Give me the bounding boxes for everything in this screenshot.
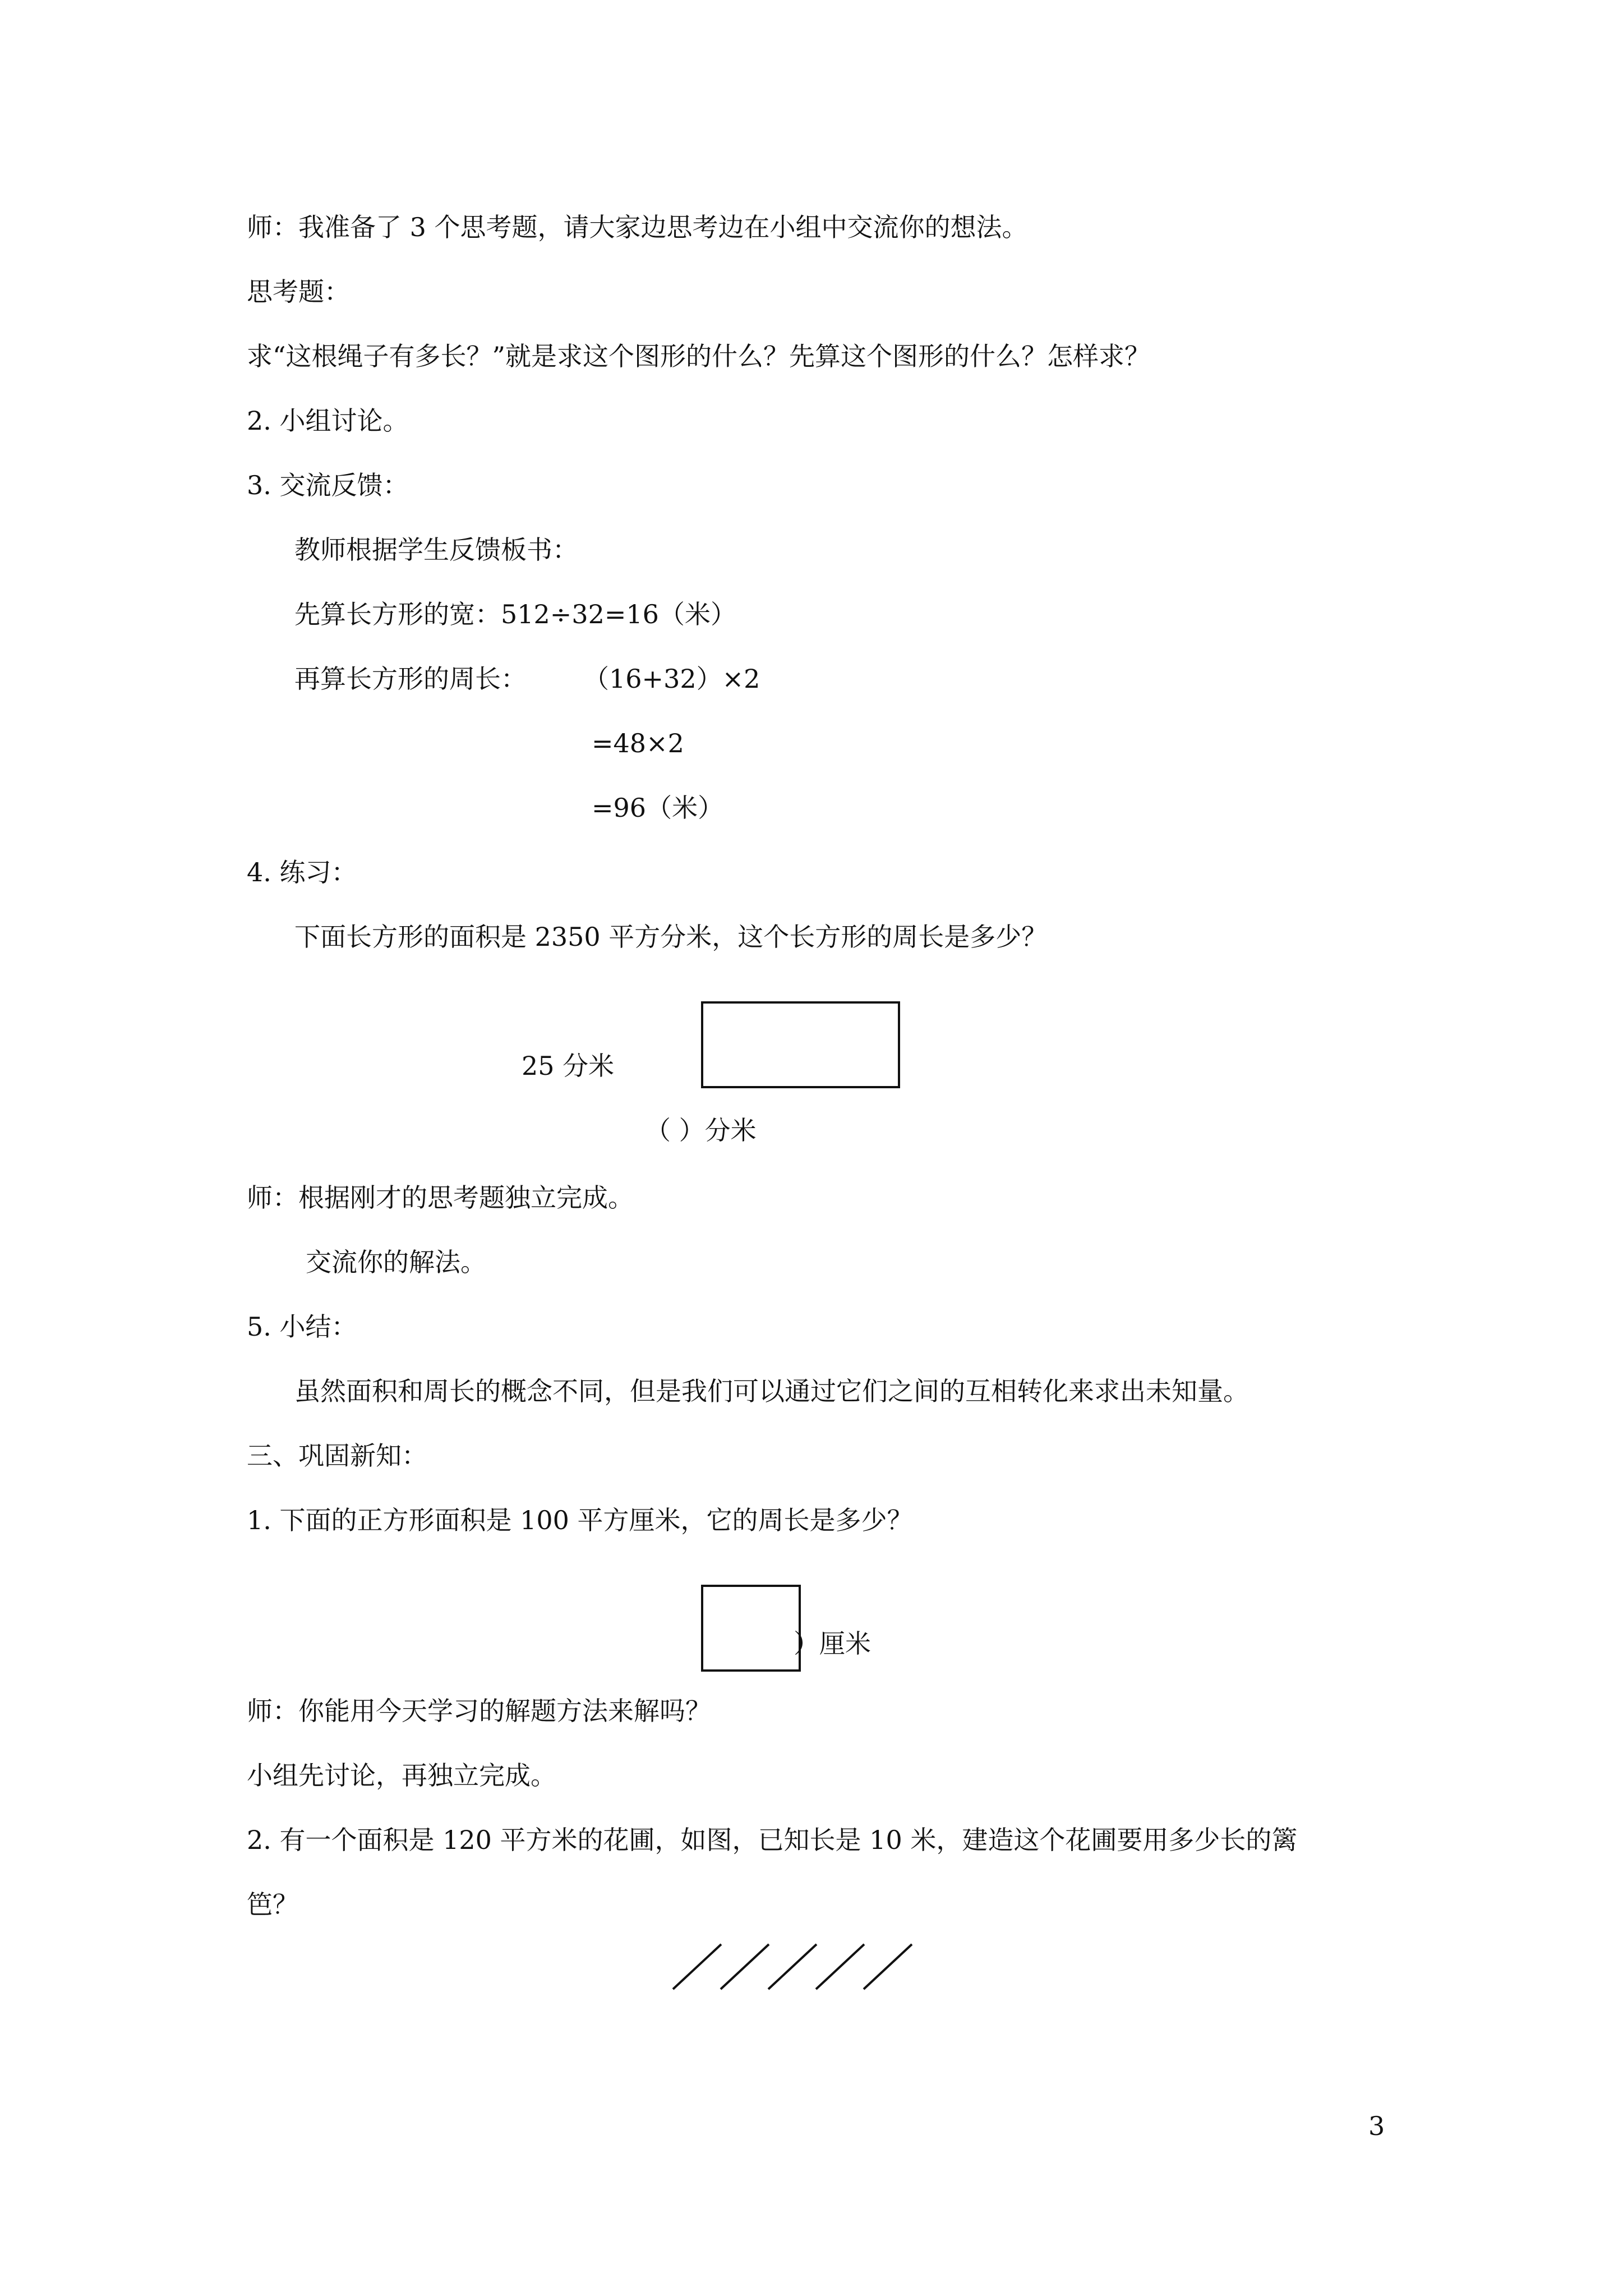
hatch-line <box>864 1944 912 1989</box>
hatch-line <box>721 1944 769 1989</box>
hatch-line <box>816 1944 864 1989</box>
text-line: 3. 交流反馈： <box>247 470 409 500</box>
figure-bottom-label: （ ）分米 <box>645 1115 757 1145</box>
text-line: 教师根据学生反馈板书： <box>294 535 578 565</box>
text-line: 交流你的解法。 <box>306 1247 486 1277</box>
text-line: 再算长方形的周长： <box>294 664 527 694</box>
text-line: 2. 有一个面积是 120 平方米的花圃，如图，已知长是 10 米，建造这个花圃要用多少长的篱 <box>247 1825 1298 1855</box>
text-line: 求“这根绳子有多长？”就是求这个图形的什么？先算这个图形的什么？怎样求？ <box>247 341 1151 371</box>
text-line: 2. 小组讨论。 <box>247 406 409 436</box>
fence-hatch-figure <box>673 1941 920 1991</box>
text-line: 5. 小结： <box>247 1312 357 1342</box>
text-line: 笆？ <box>247 1889 298 1920</box>
section-heading: 三、巩固新知： <box>247 1441 427 1471</box>
formula: =48×2 <box>592 728 684 758</box>
text-line: 下面长方形的面积是 2350 平方分米，这个长方形的周长是多少？ <box>294 922 1048 952</box>
text-line: 1. 下面的正方形面积是 100 平方厘米，它的周长是多少？ <box>247 1505 913 1535</box>
text-line: 小组先讨论，再独立完成。 <box>247 1760 556 1791</box>
text-line: 师：根据刚才的思考题独立完成。 <box>247 1182 634 1213</box>
figure-side-label: 25 分米 <box>522 1051 615 1081</box>
figure-label: ）厘米 <box>794 1628 871 1659</box>
formula: （16+32）×2 <box>583 664 760 694</box>
square-figure <box>701 1585 801 1672</box>
text-line: 师：你能用今天学习的解题方法来解吗？ <box>247 1696 711 1726</box>
hatch-line <box>768 1944 817 1989</box>
text-line: 思考题： <box>247 277 350 307</box>
formula: =96（米） <box>592 793 724 823</box>
text-line: 师：我准备了 3 个思考题，请大家边思考边在小组中交流你的想法。 <box>247 212 1028 242</box>
page-number: 3 <box>1368 2111 1385 2141</box>
rectangle-figure <box>701 1001 900 1088</box>
text-line: 先算长方形的宽：512÷32=16（米） <box>294 599 736 629</box>
text-line: 虽然面积和周长的概念不同，但是我们可以通过它们之间的互相转化来求出未知量。 <box>294 1376 1249 1406</box>
text-line: 4. 练习： <box>247 857 357 887</box>
hatch-line <box>673 1944 721 1989</box>
